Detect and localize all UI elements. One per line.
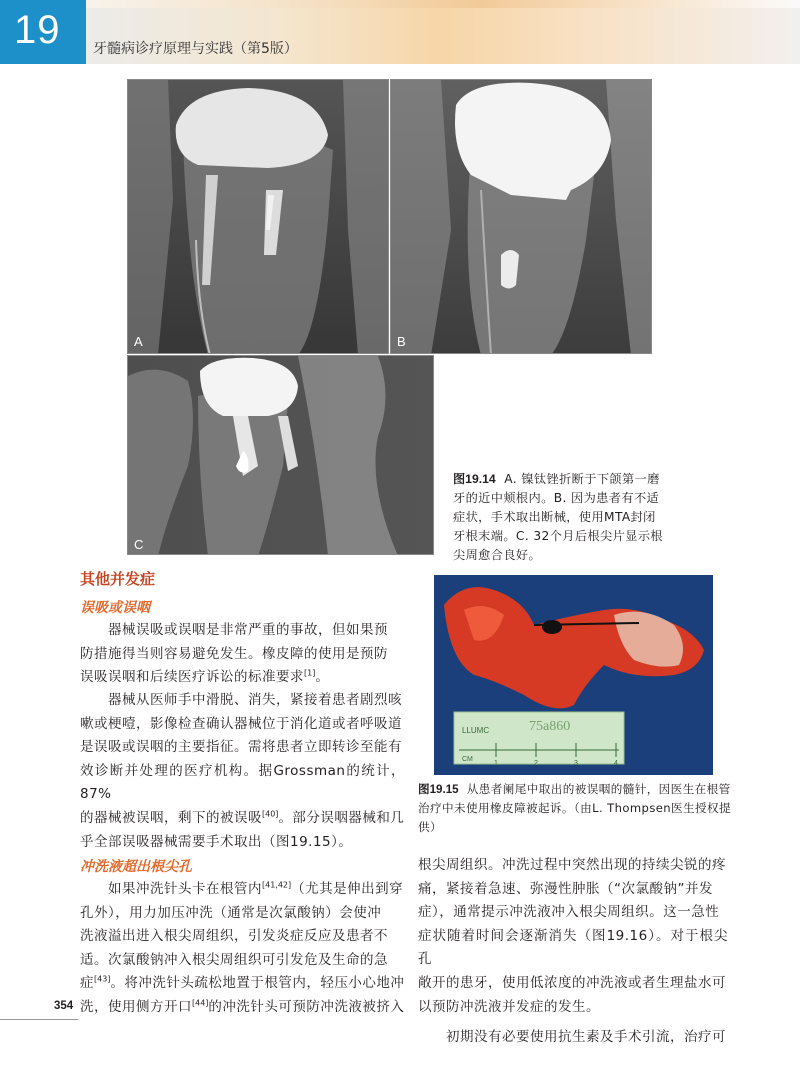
figure-19-14-caption [453,470,673,565]
footer-rule [0,1019,78,1020]
text-line: 初期没有必要使用抗生素及手术引流，治疗可 [446,1029,726,1046]
caption-label: 图19.15 [418,783,459,796]
citation: [44] [192,998,209,1008]
caption-line: 症状，手术取出断械，使用MTA封闭 [453,510,656,524]
text-line: 痛，紧接着急速、弥漫性肿胀（“次氯酸钠”并发 [418,880,713,897]
book-title: 牙髓病诊疗原理与实践（第5版） [93,41,298,57]
text-line: 敞开的患牙，使用低浓度的冲洗液或者生理盐水可 [418,974,726,991]
text-line: 效诊断并处理的医疗机构。据Grossman的统计，87% [80,762,405,803]
text-line: 器械从医师手中滑脱、消失，紧接着患者剧烈咳 [108,692,402,708]
ruler-tick-1: 1 [494,760,498,767]
text-line: 洗，使用侧方开口[44]的冲洗针头可预防冲洗液被挤入 [80,998,405,1015]
text-line: 乎全部误吸器械需要手术取出（图19.15）。 [80,833,353,850]
panel-label-b: B [397,334,406,349]
caption-line: 图19.15 从患者阑尾中取出的被误咽的髓针，因医生在根管 [418,782,731,796]
chapter-number-box [0,0,86,64]
text-line: 的器械被误咽，剩下的被误吸[40]。部分误咽器械和几 [80,809,405,826]
specimen-photo [434,575,713,775]
subsection-title-aspiration: 误吸或误咽 [80,600,150,616]
text-line: 如果冲洗针头卡在根管内[41,42]（尤其是伸出到穿 [108,880,404,897]
citation: [43] [94,974,111,984]
text-line: 症[43]。将冲洗针头疏松地置于根管内，轻压小心地冲 [80,974,405,992]
text-line: 误吸误咽和后续医疗诉讼的标准要求[1]。 [80,668,330,686]
caption-line: 牙根末端。C. 32个月后根尖片显示根 [453,529,663,543]
text-line: 是误吸或误咽的主要指征。需将患者立即转诊至能有 [80,739,402,756]
text-line: 以预防冲洗液并发症的发生。 [418,998,600,1015]
chapter-number: 19 [14,8,61,52]
text-line: 根尖周组织。冲洗过程中突然出现的持续尖锐的疼 [418,857,726,873]
paragraph-irrigant-right [418,854,728,1050]
section-title: 其他并发症 [80,570,156,588]
ruler-tick-3: 3 [574,760,578,767]
xray-image-c [127,355,434,555]
ruler-label: LLUMC [462,726,490,735]
text-line: 洗液溢出进入根尖周组织，引发炎症反应及患者不 [80,928,388,945]
text-line: 症状随着时间会逐渐消失（图19.16）。对于根尖孔 [418,927,728,968]
specimen-number: 75a860 [529,719,571,734]
paragraph-irrigant-left [80,878,405,1020]
ruler-tick-4: 4 [614,760,618,767]
text-line: 嗽或梗噎，影像检查确认器械位于消化道或者呼吸道 [80,715,402,732]
ruler-unit: CM [462,756,473,763]
xray-image-a [127,79,389,354]
citation: [1] [304,668,316,678]
text-line: 防措施得当则容易避免发生。橡皮障的使用是预防 [80,645,388,662]
figure-19-15-caption [418,780,738,837]
caption-line: 供） [418,820,442,834]
page-number: 354 [54,1000,74,1012]
caption-label: 图19.14 [453,472,496,486]
page-header [0,0,800,64]
citation: [41,42] [262,880,292,890]
ruler-tick-2: 2 [534,760,538,767]
caption-line: 尖周愈合良好。 [453,548,542,562]
caption-line: 治疗中未使用橡皮障被起诉。（由L. Thompsen医生授权提 [418,801,732,815]
panel-label-c: C [134,537,144,552]
caption-line: 牙的近中颊根内。B. 因为患者有不适 [453,491,660,505]
caption-line: 图19.14 A. 镍钛锉折断于下颌第一磨 [453,472,660,486]
text-line: 适。次氯酸钠冲入根尖周组织可引发危及生命的急 [80,951,388,968]
paragraph-aspiration-1 [80,619,405,690]
paragraph-aspiration-2 [80,689,405,854]
text-line: 孔外），用力加压冲洗（通常是次氯酸钠）会使冲 [80,904,382,921]
citation: [40] [262,809,279,819]
text-line: 器械误吸或误咽是非常严重的事故，但如果预 [108,622,388,638]
subsection-title-irrigant: 冲洗液超出根尖孔 [80,859,192,875]
panel-label-a: A [134,334,143,349]
text-line: 症），通常提示冲洗液冲入根尖周组织。这一急性 [418,904,720,921]
xray-image-b [390,79,652,354]
header-gradient-band [0,0,800,8]
